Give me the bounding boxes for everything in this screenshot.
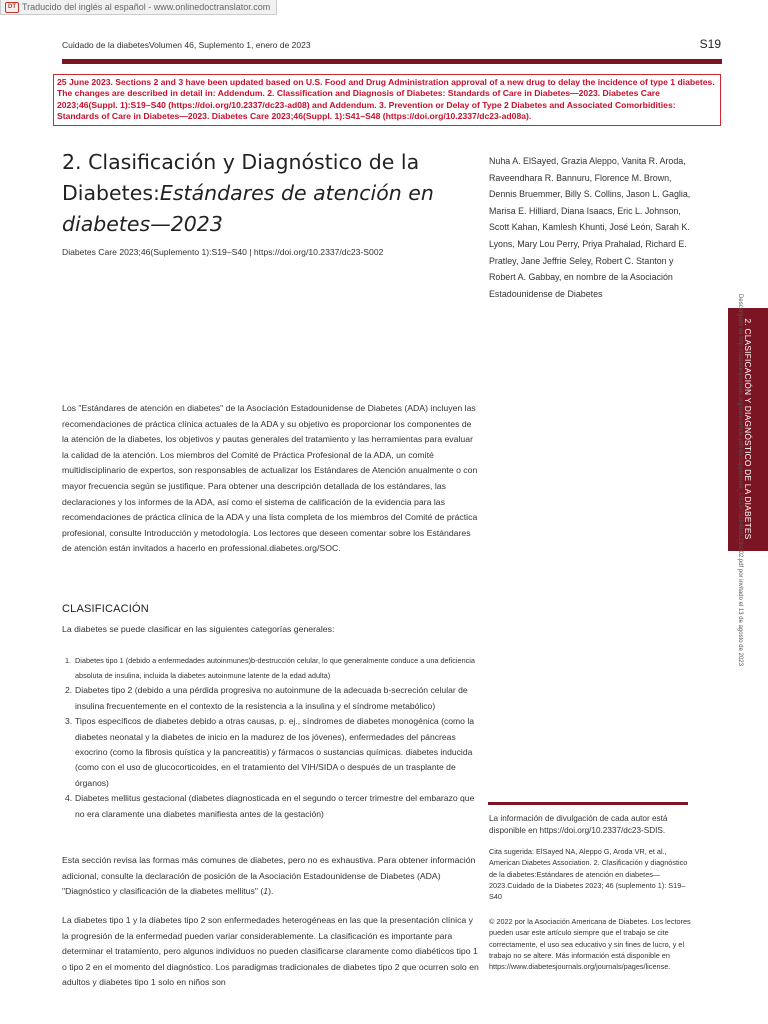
list-number: 3. (65, 716, 73, 727)
title-regular: 2. Clasificación y Diagnóstico de la Diabetes: (62, 150, 420, 205)
page-number: S19 (699, 37, 721, 51)
list-number: 1. (65, 656, 72, 665)
list-text: Diabetes tipo 1 (debido a enfermedades autoinmunes)b-destrucción celular, lo que generalmente conduce a una deficiencia absoluta de insulina, incluida la diabetes autoinmune latente de la edad adulta) (75, 656, 475, 681)
list-text: Diabetes mellitus gestacional (diabetes diagnosticada en el segundo o tercer trimestre del embarazo que no era claramente una diabetes manifiesta antes de la gestación) (75, 793, 475, 819)
classification-list (62, 653, 480, 822)
translator-logo-icon: DT (5, 2, 19, 13)
header-rule (62, 59, 722, 64)
sidebar-rule (488, 802, 688, 805)
side-tab-label: 2. CLASIFICACIÓN Y DIAGNÓSTICO DE LA DIABETES (743, 318, 753, 540)
article-title (62, 147, 482, 240)
suggested-citation: Cita sugerida: ElSayed NA, Aleppo G, Aroda VR, et al., American Diabetes Association. 2. Clasificación y diagnóstico de la diabetes:Estándares de atención en diabetes—2023.Cuidado de la Diabetes 2023; 46 (suplemento 1): S19–S40 (489, 847, 688, 902)
list-item (62, 791, 480, 822)
list-number: 4. (65, 793, 73, 804)
running-head: Cuidado de la diabetesVolumen 46, Suplemento 1, enero de 2023 (62, 40, 311, 50)
classification-paragraph-3: La diabetes tipo 1 y la diabetes tipo 2 son enfermedades heterogéneas en las que la presentación clínica y la progresión de la enfermedad pueden variar considerablemente. La clasificación es importante para determinar el tratamiento, pero algunos individuos no pueden clasificarse claramente como diabéticos tipo 1 o tipo 2 en el momento del diagnóstico. Los paradigmas tradicionales de diabetes tipo 2 que ocurren solo en adultos y diabetes tipo 1 solo en niños son (62, 915, 479, 988)
section-lead: La diabetes se puede clasificar en las siguientes categorías generales: (62, 624, 335, 634)
list-text: Tipos específicos de diabetes debido a otras causas, p. ej., síndromes de diabetes monogénica (como la diabetes neonatal y la diabetes de inicio en la madurez de los jóvenes), enfermedades del páncreas exocrino (como la fibrosis quística y la pancreatitis) y fármacos o sustancias químicas. diabetes inducida (como con el uso de glucocorticoides, en el tratamiento del VIH/SIDA o después de un trasplante de órganos) (75, 716, 475, 788)
article-citation[interactable]: Diabetes Care 2023;46(Suplemento 1):S19–S40 | https://doi.org/10.2337/dc23-S002 (62, 247, 384, 257)
para2-end: ). (268, 886, 274, 897)
section-heading: CLASIFICACIÓN (62, 603, 149, 615)
list-number: 2. (65, 685, 73, 696)
section-side-tab (728, 308, 768, 551)
list-text: Diabetes tipo 2 (debido a una pérdida progresiva no autoinmune de la adecuada b-secreción celular de insulina frecuentemente en el contexto de la resistencia a la insulina y el síndrome metabólico) (75, 685, 468, 711)
list-item (62, 683, 480, 714)
update-notice[interactable]: 25 June 2023. Sections 2 and 3 have been updated based on U.S. Food and Drug Administration approval of a new drug to delay the incidence of type 1 diabetes. The changes are described in detail in: Addendum. 2. Classification and Diagnosis of Diabetes: Standards of Care in Diabetes—2023. Diabetes Care 2023;46(Suppl. 1):S19–S40 (https://doi.org/10.2337/dc23-ad08) and Addendum. 3. Prevention or Delay of Type 2 Diabetes and Associated Comorbidities: Standards of Care in Diabetes—2023. Diabetes Care 2023;46(Suppl. 1):S41–S48 (https://doi.org/10.2337/dc23-ad08a). (53, 74, 721, 126)
list-item (62, 653, 480, 683)
title-italic: Estándares de atención en diabetes—2023 (62, 181, 434, 236)
para2-text: Esta sección revisa las formas más comunes de diabetes, pero no es exhaustiva. Para obtener información adicional, consulte la declaración de posición de la Asociación Estadounidense de Diabetes (ADA) "Diagnóstico y clasificación de la diabetes mellitus" ( (62, 855, 476, 897)
copyright-note[interactable]: © 2022 por la Asociación Americana de Diabetes. Los lectores pueden usar este artículo siempre que el trabajo se cite correctamente, el uso sea educativo y sin fines de lucro, y el trabajo no se altere. Más información está disponible en https://www.diabetesjournals.org/journals/pages/license. (489, 917, 691, 972)
disclosure-note[interactable]: La información de divulgación de cada autor está disponible en https://doi.org/10.2337/dc23-SDIS. (489, 814, 668, 836)
author-list: Nuha A. ElSayed, Grazia Aleppo, Vanita R. Aroda, Raveendhara R. Bannuru, Florence M. Brown, Dennis Bruemmer, Billy S. Collins, Jason L. Gaglia, Marisa E. Hilliard, Diana Isaacs, Eric L. Johnson, Scott Kahan, Kamlesh Khunti, José León, Sarah K. Lyons, Mary Lou Perry, Priya Prahalad, Richard E. Pratley, Jane Jeffrie Seley, Robert C. Stanton y Robert A. Gabbay, en nombre de la Asociación Estadounidense de Diabetes (489, 156, 691, 299)
list-item (62, 714, 480, 791)
download-note: Descargado de http://diabetesjournals.org/care/article-pdf/46/Supplement_1/S19/702848/dc23s002.pdf por invitado el 13 de agosto de 2023 (737, 294, 743, 666)
translator-banner[interactable] (0, 0, 277, 15)
translator-text[interactable]: Traducido del inglés al español - www.onlinedoctranslator.com (22, 2, 271, 12)
intro-paragraph: Los "Estándares de atención en diabetes" de la Asociación Estadounidense de Diabetes (ADA) incluyen las recomendaciones de práctica clínica actuales de la ADA y su objetivo es proporcionar los componentes de la atención de la diabetes, los objetivos y pautas generales del tratamiento y las herramientas para evaluar la calidad de la atención. Los miembros del Comité de Práctica Profesional de la ADA, un comité multidisciplinario de expertos, son responsables de actualizar los Estándares de Atención anualmente o con mayor frecuencia según se justifique. Para obtener una descripción detallada de los estándares, las declaraciones y los informes de la ADA, así como el sistema de calificación de la evidencia para las recomendaciones de práctica clínica de la ADA y una lista completa de los miembros del Comité de práctica profesional, consulte Introducción y metodología. Los lectores que deseen comentar sobre los Estándares de atención están invitados a hacerlo en professional.diabetes.org/SOC. (62, 403, 478, 554)
classification-paragraph-2 (62, 853, 480, 900)
reference-link[interactable]: 1 (263, 886, 269, 897)
